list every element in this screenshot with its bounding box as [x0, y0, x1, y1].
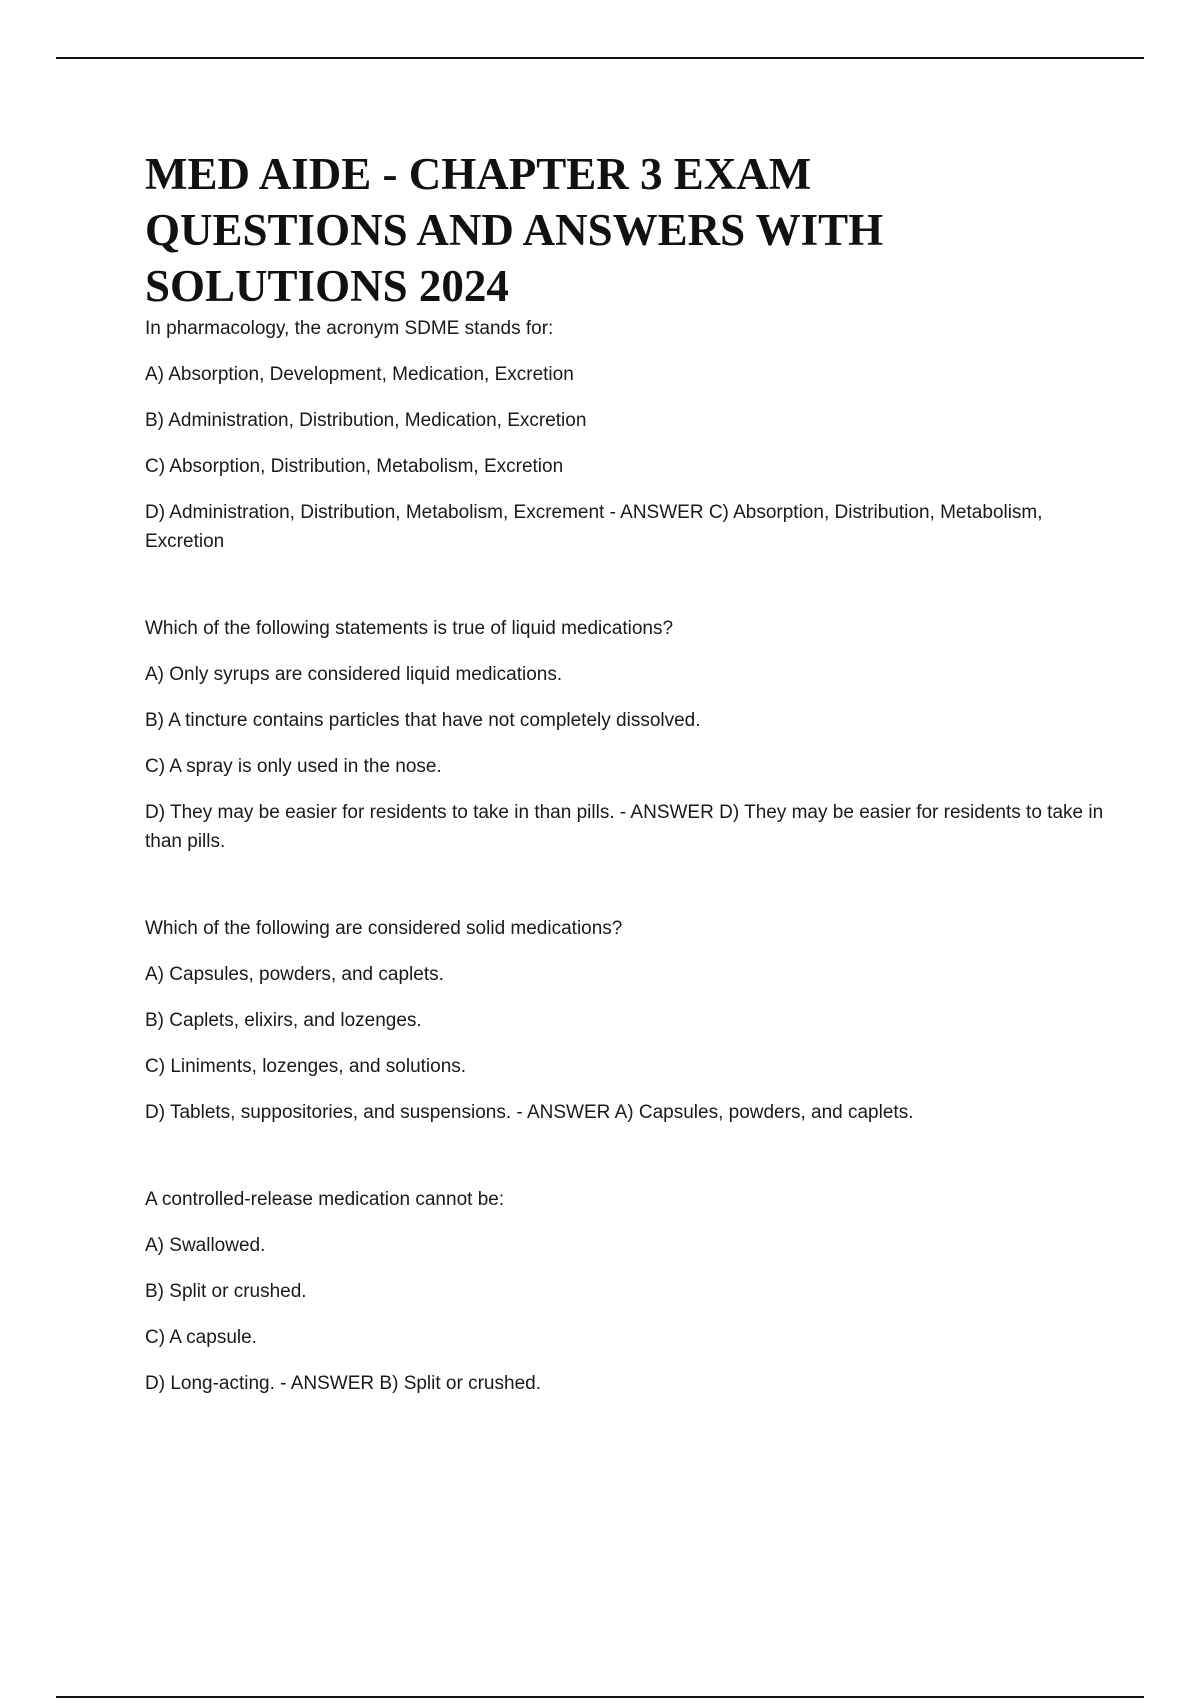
page-content	[145, 146, 1105, 1456]
option-d-with-answer: D) Long-acting. - ANSWER B) Split or crushed.	[145, 1373, 541, 1394]
option-d-with-answer: D) They may be easier for residents to take in than pills. - ANSWER D) They may be easier for residents to take in than pills.	[145, 802, 1104, 852]
top-rule	[56, 57, 1144, 59]
option-b: B) Administration, Distribution, Medication, Excretion	[145, 410, 587, 431]
question-block	[145, 1185, 1105, 1398]
option-c: C) A capsule.	[145, 1327, 257, 1348]
question-block	[145, 314, 1105, 556]
option-b: B) Caplets, elixirs, and lozenges.	[145, 1010, 422, 1031]
question-block	[145, 914, 1105, 1127]
option-d-with-answer: D) Administration, Distribution, Metabolism, Excrement - ANSWER C) Absorption, Distribution, Metabolism, Excretion	[145, 502, 1043, 552]
question-text: Which of the following are considered solid medications?	[145, 918, 623, 939]
question-block	[145, 614, 1105, 856]
option-c: C) Liniments, lozenges, and solutions.	[145, 1056, 467, 1077]
title-line: SOLUTIONS 2024	[145, 261, 509, 311]
question-text: In pharmacology, the acronym SDME stands for:	[145, 318, 554, 339]
title-line: MED AIDE - CHAPTER 3 EXAM	[145, 149, 812, 199]
question-text: Which of the following statements is true of liquid medications?	[145, 618, 674, 639]
option-b: B) A tincture contains particles that have not completely dissolved.	[145, 710, 701, 731]
question-text: A controlled-release medication cannot be:	[145, 1189, 505, 1210]
option-c: C) Absorption, Distribution, Metabolism, Excretion	[145, 456, 564, 477]
option-d-with-answer: D) Tablets, suppositories, and suspensions. - ANSWER A) Capsules, powders, and caplets.	[145, 1102, 914, 1123]
option-b: B) Split or crushed.	[145, 1281, 307, 1302]
questions-list	[145, 314, 1105, 1398]
option-c: C) A spray is only used in the nose.	[145, 756, 442, 777]
document-title	[145, 146, 1105, 314]
option-a: A) Absorption, Development, Medication, Excretion	[145, 364, 574, 385]
option-a: A) Swallowed.	[145, 1235, 266, 1256]
bottom-rule	[56, 1696, 1144, 1698]
title-line: QUESTIONS AND ANSWERS WITH	[145, 205, 884, 255]
option-a: A) Only syrups are considered liquid medications.	[145, 664, 563, 685]
option-a: A) Capsules, powders, and caplets.	[145, 964, 444, 985]
